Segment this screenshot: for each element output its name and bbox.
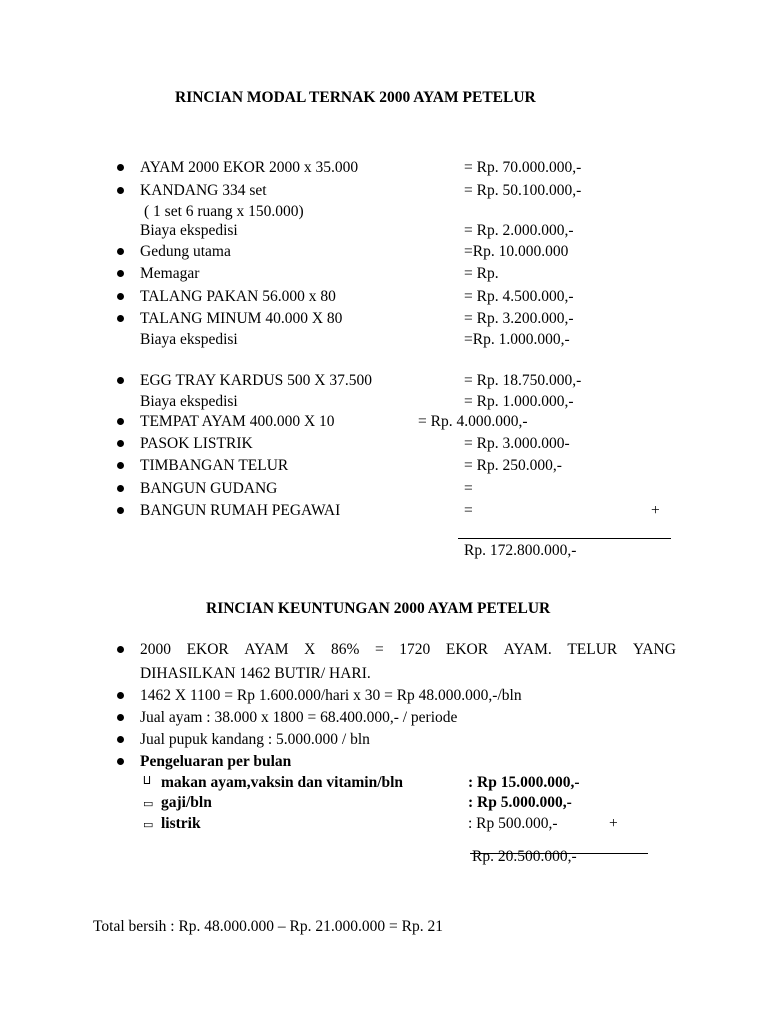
modal-item-label: TIMBANGAN TELUR [140,457,289,474]
total-modal: Rp. 172.800.000,- [464,542,577,559]
modal-item-label: Gedung utama [140,243,231,260]
modal-item-value: = Rp. 18.750.000,- [464,372,582,389]
title-modal: RINCIAN MODAL TERNAK 2000 AYAM PETELUR [175,89,536,106]
justified-word: = [374,641,384,658]
pengeluaran-value: : Rp 500.000,- [468,815,558,832]
modal-item-label: BANGUN RUMAH PEGAWAI [140,502,341,519]
sum-rule [470,853,648,854]
justified-word: EKOR [186,641,229,658]
modal-item-value: =Rp. 10.000.000 [464,243,569,260]
modal-item-label: EGG TRAY KARDUS 500 X 37.500 [140,372,372,389]
modal-item-value: = Rp. [464,265,499,282]
modal-item-label: Biaya ekspedisi [140,331,238,348]
modal-item-note: ( 1 set 6 ruang x 150.000) [144,203,304,220]
justified-word: 1720 [399,641,431,658]
modal-item-label: Biaya ekspedisi [140,393,238,410]
sum-rule [458,538,671,539]
profit-item: Jual pupuk kandang : 5.000.000 / bln [140,731,370,748]
checkbox-icon: ▭ [143,798,154,810]
modal-item-label: Memagar [140,265,200,282]
modal-item-value: = Rp. 250.000,- [464,457,562,474]
modal-item-label: TEMPAT AYAM 400.000 X 10 [140,413,335,430]
justified-word: X [304,641,316,658]
profit-item-justified [140,641,676,659]
modal-item-value: = Rp. 4.500.000,- [464,288,574,305]
modal-item-label: Biaya ekspedisi [140,222,238,239]
pengeluaran-label: gaji/bln [161,794,212,811]
justified-word: AYAM. [503,641,552,658]
profit-item-continuation: DIHASILKAN 1462 BUTIR/ HARI. [140,665,371,682]
modal-item-value: =Rp. 1.000.000,- [464,331,570,348]
modal-item-value: = [464,480,473,497]
pengeluaran-title: Pengeluaran per bulan [140,753,292,770]
justified-word: YANG [632,641,676,658]
pengeluaran-value: : Rp 15.000.000,- [468,774,580,791]
pengeluaran-label: makan ayam,vaksin dan vitamin/bln [161,774,404,791]
modal-item-label: PASOK LISTRIK [140,435,253,452]
plus-sign: + [651,502,660,519]
pengeluaran-label: listrik [161,815,201,832]
justified-word: EKOR [445,641,489,658]
total-bersih: Total bersih : Rp. 48.000.000 – Rp. 21.000.000 = Rp. 21 [93,918,443,935]
modal-item-value: = Rp. 50.100.000,- [464,182,582,199]
profit-item: Jual ayam : 38.000 x 1800 = 68.400.000,- / periode [140,709,458,726]
modal-item-value: = Rp. 3.200.000,- [464,310,574,327]
pengeluaran-value: : Rp 5.000.000,- [468,794,572,811]
modal-item-value: = Rp. 70.000.000,- [464,159,582,176]
modal-item-label: TALANG PAKAN 56.000 x 80 [140,288,336,305]
modal-item-label: BANGUN GUDANG [140,480,278,497]
checkbox-icon: ▭ [143,819,154,831]
checkbox-icon: ⨿ [143,775,151,787]
modal-item-value: = Rp. 4.000.000,- [418,413,528,430]
justified-word: 86% [330,641,360,658]
title-keuntungan: RINCIAN KEUNTUNGAN 2000 AYAM PETELUR [206,600,551,617]
justified-word: TELUR [567,641,618,658]
modal-item-label: TALANG MINUM 40.000 X 80 [140,310,343,327]
justified-word: 2000 [140,641,171,658]
plus-sign: + [609,815,618,832]
justified-word: AYAM [244,641,289,658]
modal-item-value: = Rp. 1.000.000,- [464,393,574,410]
total-pengeluaran: Rp. 20.500.000,- [472,848,577,865]
modal-item-label: KANDANG 334 set [140,182,267,199]
modal-item-label: AYAM 2000 EKOR 2000 x 35.000 [140,159,359,176]
profit-item: 1462 X 1100 = Rp 1.600.000/hari x 30 = Rp 48.000.000,-/bln [140,687,522,704]
modal-item-value: = Rp. 3.000.000- [464,435,570,452]
modal-item-value: = [464,502,473,519]
modal-item-value: = Rp. 2.000.000,- [464,222,574,239]
